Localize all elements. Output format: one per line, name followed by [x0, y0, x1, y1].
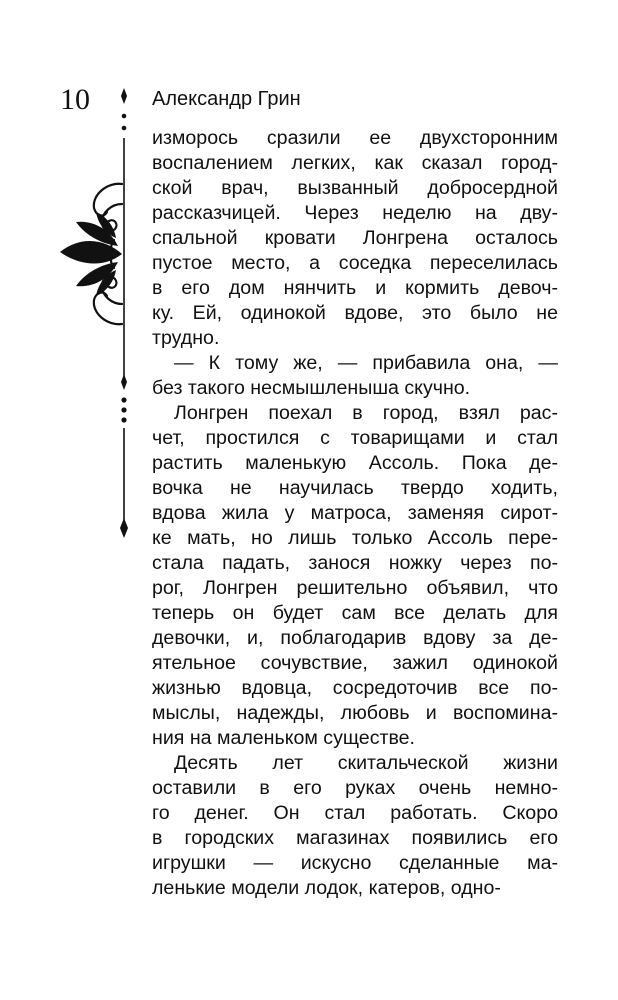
ornament-dot-icon	[122, 114, 127, 119]
ornament-dot-icon	[122, 126, 127, 131]
ornament-diamond-icon	[121, 374, 127, 390]
text-line: без такого несмышленыша скучно.	[152, 377, 471, 399]
text-line: теперь он будет сам все делать для	[152, 602, 558, 624]
text-line: оставили в его руках очень немно-	[152, 777, 558, 799]
ornament-dot-icon	[121, 417, 126, 422]
text-line: ленькие модели лодок, катеров, одно-	[152, 877, 501, 899]
text-line: ке мать, но лишь только Ассоль пере-	[152, 527, 558, 549]
text-line: игрушки — искусно сделанные ма-	[152, 852, 558, 874]
paragraph	[152, 351, 558, 401]
text-line: ятельное сочувствие, зажил одинокой	[152, 652, 558, 674]
text-line: девочки, и, поблагодарив вдову за де-	[152, 627, 558, 649]
ornament-flourish-icon	[56, 86, 136, 556]
body-text	[152, 126, 558, 901]
text-line: воспалением легких, как сказал город-	[152, 152, 558, 174]
text-line: Лонгрен поехал в город, взял рас-	[174, 402, 558, 424]
text-line: в его дом нянчить и кормить девоч-	[152, 277, 558, 299]
text-line: рассказчицей. Через неделю на дву-	[152, 202, 558, 224]
text-line: растить маленькую Ассоль. Пока де-	[152, 452, 558, 474]
text-line: рог, Лонгрен решительно объявил, что	[152, 577, 558, 599]
text-line: изморось сразили ее двухсторонним	[152, 127, 558, 149]
text-line: ния на маленьком существе.	[152, 727, 416, 749]
paragraph	[152, 126, 558, 351]
text-line: трудно.	[152, 327, 220, 349]
ornament-leaf-icon	[60, 212, 122, 296]
text-line: вдова жила у матроса, заменяя сирот-	[152, 502, 558, 524]
text-line: жизнью вдовца, сосредоточив все по-	[152, 677, 558, 699]
paragraph	[152, 751, 558, 901]
text-line: стала падать, занося ножку через по-	[152, 552, 558, 574]
text-line: Десять лет скитальческой жизни	[174, 752, 558, 774]
text-line: в городских магазинах появились его	[152, 827, 558, 849]
text-line: вочка не научилась твердо ходить,	[152, 477, 558, 499]
text-line: го денег. Он стал работать. Скоро	[152, 802, 558, 824]
text-line: мыслы, надежды, любовь и воспомина-	[152, 702, 558, 724]
ornament-diamond-icon	[121, 88, 127, 104]
running-head: Александр Грин	[152, 88, 301, 110]
ornament-dot-icon	[121, 407, 126, 412]
text-line: ской врач, вызванный добросердной	[152, 177, 558, 199]
ornament-dot-icon	[121, 397, 126, 402]
text-line: ку. Ей, одинокой вдове, это было не	[152, 302, 558, 324]
text-line: чет, простился с товарищами и стал	[152, 427, 558, 449]
ornament-diamond-icon	[120, 518, 128, 538]
page-number: 10	[60, 83, 90, 116]
text-line: спальной кровати Лонгрена осталось	[152, 227, 558, 249]
paragraph	[152, 401, 558, 751]
text-line: пустое место, а соседка переселилась	[152, 252, 558, 274]
text-line: — К тому же, — прибавила она, —	[174, 352, 558, 374]
